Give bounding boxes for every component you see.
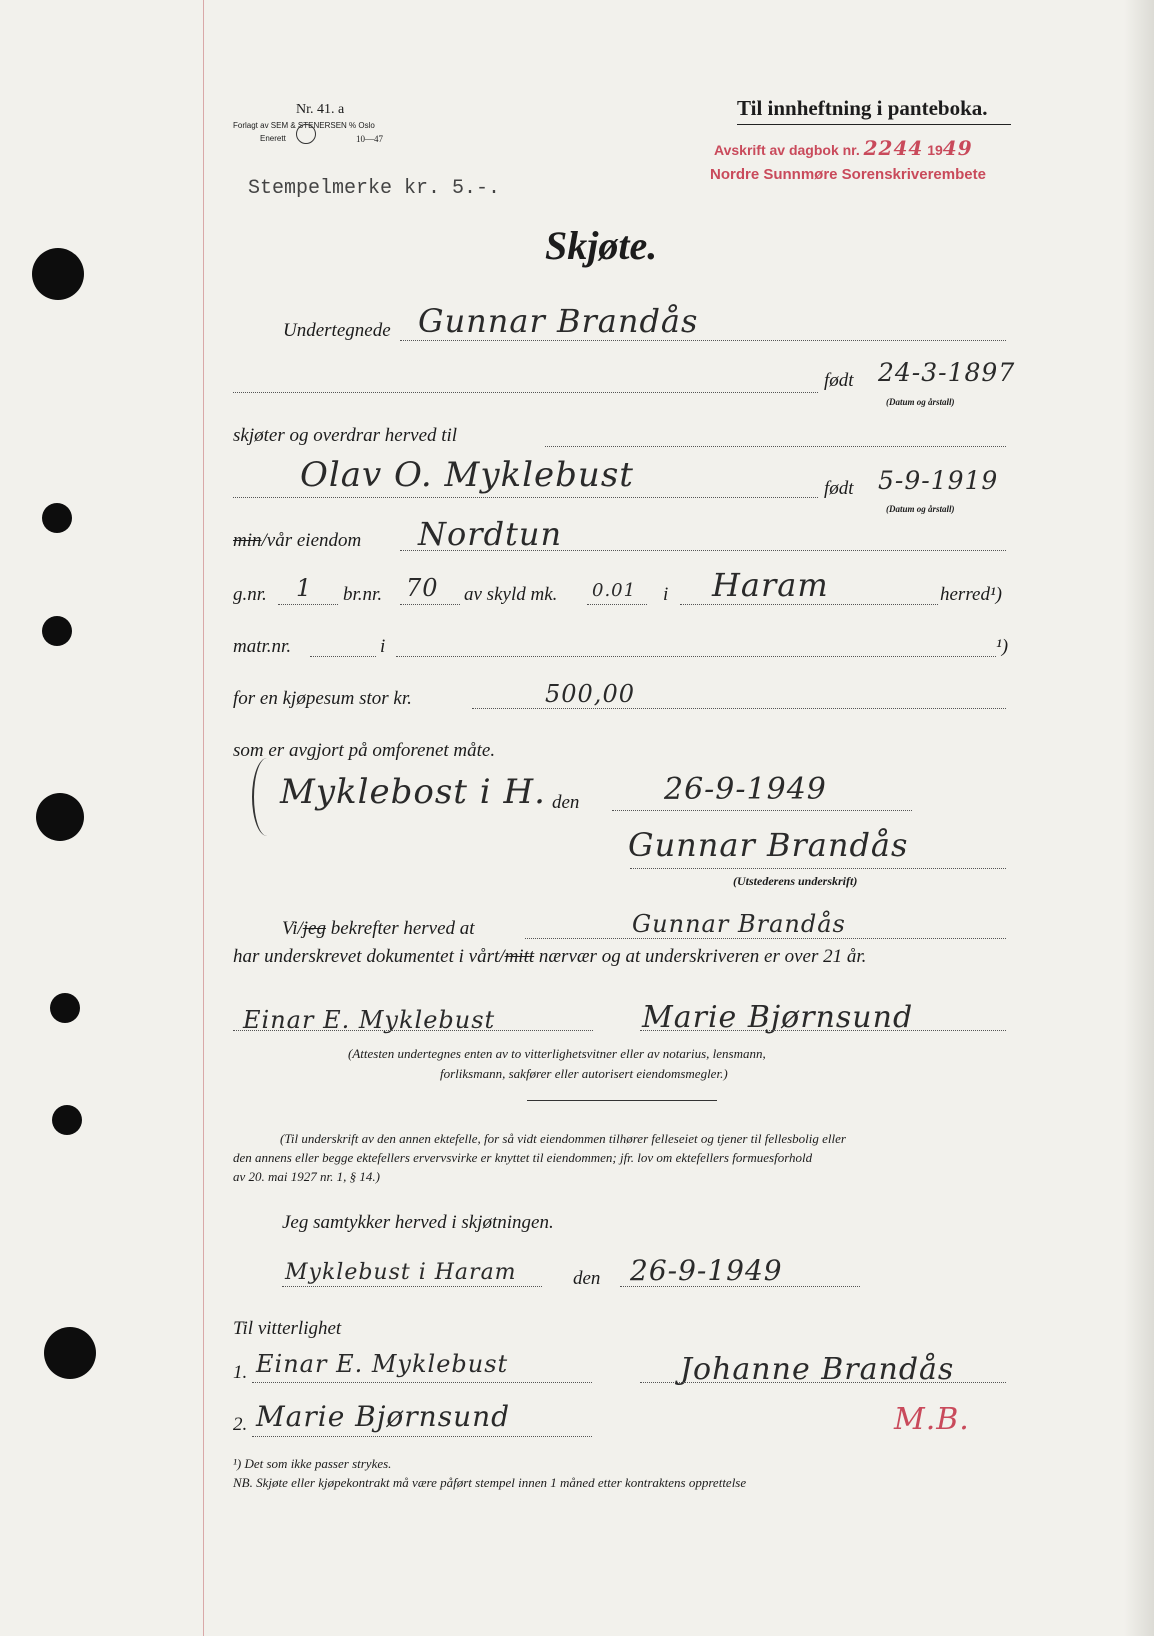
binder-hole: [32, 248, 84, 300]
confirm-line: [525, 938, 1006, 939]
stamp-duty: Stempelmerke kr. 5.-.: [248, 177, 501, 200]
property-label: [233, 530, 361, 552]
witness-2-line: [252, 1436, 592, 1437]
issuer-line: [630, 868, 1006, 869]
buyer-value: Olav O. Myklebust: [300, 455, 634, 495]
born-value-1: 24-3-1897: [878, 358, 1016, 387]
herred-line: [680, 604, 938, 605]
attest-witness-1: Einar E. Myklebust: [243, 1006, 496, 1034]
attest-note-1: (Attesten undertegnes enten av to vitterlighetsvitner eller av notarius, lensmann,: [348, 1046, 766, 1061]
vi-label: Vi/: [282, 918, 303, 939]
undersigned-line: [400, 340, 1006, 341]
divider: [527, 1100, 717, 1101]
born-label-1: født: [824, 370, 854, 391]
binder-hole: [42, 616, 72, 646]
gnr-label: g.nr.: [233, 584, 267, 605]
transfer-label: skjøter og overdrar herved til: [233, 425, 458, 446]
gnr-line: [278, 604, 338, 605]
date-value: 26-9-1949: [664, 772, 827, 807]
issuer-caption: (Utstederens underskrift): [733, 874, 858, 888]
binder-hole: [36, 793, 84, 841]
transfer-line: [545, 446, 1006, 447]
attest-note-2: forliksmann, sakfører eller autorisert eiendomsmegler.): [440, 1066, 728, 1081]
court-office-stamp: Nordre Sunnmøre Sorenskriverembete: [710, 166, 986, 183]
document-title: Skjøte.: [545, 223, 658, 268]
consent-place-line: [282, 1286, 542, 1287]
gnr-value: 1: [296, 574, 313, 602]
place-bracket: [252, 758, 282, 836]
matr-line: [310, 656, 376, 657]
attest-witness-line-2: [640, 1030, 1006, 1031]
attest-line2-a: har underskrevet dokumentet i vårt/: [233, 946, 505, 967]
matr-end: ¹): [996, 636, 1009, 657]
herred-label: herred¹): [940, 584, 1002, 605]
form-number: Nr. 41. a: [296, 102, 345, 117]
consent-den-label: den: [573, 1268, 601, 1289]
diary-stamp-line1: [714, 136, 973, 160]
publisher-line: Forlagt av SEM & STENERSEN % Oslo: [233, 121, 375, 130]
brnr-line: [400, 604, 460, 605]
consent-date: 26-9-1949: [630, 1254, 783, 1287]
binder-hole: [52, 1105, 82, 1135]
diary-number: 2244: [863, 136, 924, 160]
attest-witness-line-1: [233, 1030, 593, 1031]
property-value: Nordtun: [418, 515, 563, 553]
property-label-text: /vår eiendom: [261, 530, 362, 551]
diary-year: 49: [942, 136, 973, 160]
born-label-2: født: [824, 478, 854, 499]
buyer-line: [233, 497, 818, 498]
spouse-note-2: den annens eller begge ektefellers ervervsvirke er knyttet til eiendommen; jfr. lov om ektefellers formuesforhold: [233, 1150, 813, 1165]
property-prefix-struck: min: [233, 530, 262, 551]
confirm-name: Gunnar Brandås: [632, 910, 846, 938]
spouse-note-3: av 20. mai 1927 nr. 1, § 14.): [233, 1169, 380, 1184]
agreed-text: som er avgjort på omforenet måte.: [233, 740, 496, 761]
attest-line2-b: nærvær og at underskriveren er over 21 år.: [538, 946, 867, 967]
i-label: i: [663, 584, 669, 605]
attest-line2: [233, 946, 866, 968]
undersigned-value: Gunnar Brandås: [418, 302, 699, 340]
filing-title-underline: [737, 124, 1011, 125]
binder-hole: [42, 503, 72, 533]
margin-line: [203, 0, 204, 1636]
diary-stamp-prefix: Avskrift av dagbok nr.: [714, 142, 860, 158]
witness-2-num: 2.: [233, 1414, 248, 1435]
undersigned-line-2: [233, 392, 818, 393]
brnr-value: 70: [406, 574, 439, 602]
matr-line-2: [396, 656, 996, 657]
skyld-label: av skyld mk.: [464, 584, 558, 605]
matr-label: matr.nr.: [233, 636, 292, 657]
herred-value: Haram: [712, 566, 829, 604]
binder-hole: [44, 1327, 96, 1379]
skyld-value: 0.01: [592, 580, 637, 601]
spouse-note-1: (Til underskrift av den annen ektefelle, for så vidt eiendommen tilhører felleseiet og tjener til fellesbolig eller: [280, 1131, 846, 1146]
date-hint-2: (Datum og årstall): [886, 504, 955, 514]
price-value: 500,00: [545, 680, 635, 708]
spouse-signature-line: [640, 1382, 1006, 1383]
witness-2-value: Marie Bjørnsund: [256, 1400, 511, 1433]
witness-1-num: 1.: [233, 1362, 248, 1383]
undersigned-label: Undertegnede: [283, 320, 391, 341]
date-hint-1: (Datum og årstall): [886, 397, 955, 407]
consent-text: Jeg samtykker herved i skjøtningen.: [282, 1212, 554, 1233]
date-line: [612, 810, 912, 811]
den-label: den: [552, 792, 580, 813]
price-label: for en kjøpesum stor kr.: [233, 688, 412, 709]
footnote-1: ¹) Det som ikke passer strykes.: [233, 1456, 392, 1471]
issuer-signature: Gunnar Brandås: [628, 826, 909, 864]
binder-hole: [50, 993, 80, 1023]
consent-place: Myklebust i Haram: [285, 1260, 517, 1285]
witness-1-value: Einar E. Myklebust: [256, 1350, 509, 1378]
place-value: Myklebost i H.: [280, 772, 546, 812]
diary-year-prefix: 19: [927, 142, 943, 158]
initials-red: M.B.: [894, 1402, 970, 1437]
publisher-rights: Enerett: [260, 134, 286, 143]
brnr-label: br.nr.: [343, 584, 383, 605]
born-value-2: 5-9-1919: [878, 466, 999, 495]
attest-line2-struck: mitt: [504, 946, 535, 967]
jeg-struck: jeg: [302, 918, 326, 939]
spouse-signature: Johanne Brandås: [680, 1352, 955, 1387]
attest-line1: [282, 918, 475, 940]
price-line: [472, 708, 1006, 709]
publisher-code: 10—47: [356, 134, 383, 144]
witness-label: Til vitterlighet: [233, 1318, 342, 1339]
matr-i: i: [380, 636, 386, 657]
skyld-line: [587, 604, 647, 605]
footnote-2: NB. Skjøte eller kjøpekontrakt må være påført stempel innen 1 måned etter kontraktens opprettelse: [233, 1475, 747, 1490]
witness-1-line: [252, 1382, 592, 1383]
page-edge-shadow: [1124, 0, 1154, 1636]
confirm-text: bekrefter herved at: [330, 918, 475, 939]
attest-witness-2: Marie Bjørnsund: [642, 1000, 914, 1035]
publisher-seal-icon: [296, 124, 316, 144]
filing-title: Til innheftning i panteboka.: [737, 96, 988, 120]
